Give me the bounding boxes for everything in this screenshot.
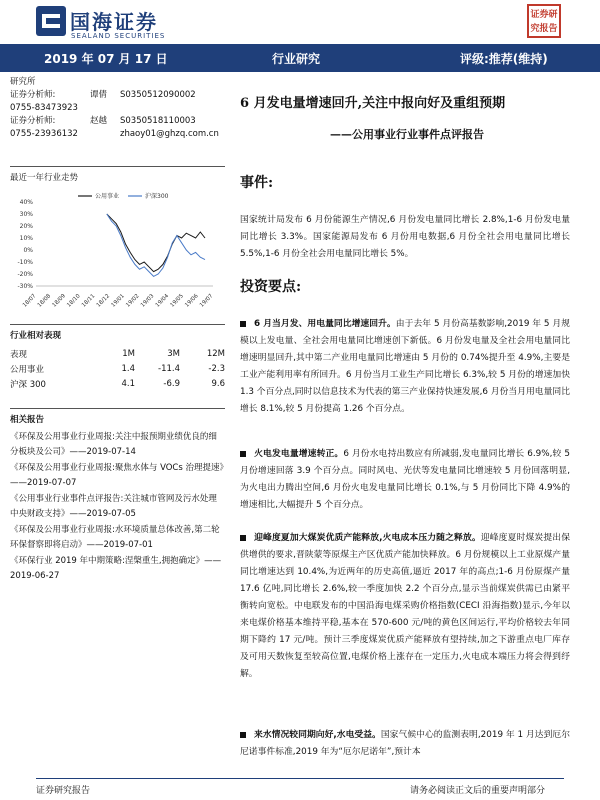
event-heading: 事件: — [240, 175, 274, 191]
performance-heading: 行业相对表现 — [10, 331, 62, 341]
analyst-phone: 0755-23936132 — [10, 129, 78, 139]
point-lead: 火电发电量增速转正。 — [254, 449, 344, 459]
point-text: 国家气候中心的监测表明,2019 年 1 月达到厄尔尼诺事件标准,2019 年为“厄尔尼诺年”,预计本 — [240, 730, 571, 757]
analyst-cert-id: S0350512090002 — [120, 90, 196, 100]
trend-chart — [8, 190, 223, 314]
investment-point — [240, 446, 570, 514]
analyst-cert-id: S0350518110003 — [120, 116, 196, 126]
related-report-link[interactable]: 《环保及公用事业行业周报:聚焦水体与 VOCs 治理提速》——2019-07-07 — [10, 463, 224, 488]
legend-label: 公用事业 — [95, 193, 120, 200]
analyst-label: 证券分析师: — [10, 90, 56, 100]
row-name: 公用事业 — [10, 364, 45, 375]
x-tick-label: 19/04 — [154, 293, 171, 309]
x-tick-label: 18/10 — [66, 293, 82, 309]
report-title: 6 月发电量增速回升,关注中报向好及重组预期 — [240, 96, 506, 111]
x-tick-label: 19/02 — [125, 293, 141, 309]
cell-12m: -2.3 — [208, 363, 225, 374]
analyst-label: 证券分析师: — [10, 116, 56, 126]
analyst-row — [10, 128, 225, 141]
report-type: 行业研究 — [272, 52, 321, 66]
point-text: 迎峰度夏时煤炭提出保供增供的要求,晋陕蒙等原煤主产区优质产能加快释放。6 月份规模以上工业原煤产量同比增速达到 10.4%,为近两年的历史高值,逼近 2017 年的高点;1-6 月份原煤产量 17.6 亿吨,同比增长 2.6%,较一季度加快 2.2 个百分点,显示当前煤炭供需已由紧平衡转向宽松。中电联发布的中国沿海电煤采购价格指数(CECI 沿海指数)显示,今年以来电煤价格基本维持平稳,基本在 570-600 元/吨的黄色区间运行,平均价格较去年同期下降约 17 元/吨。预计三季度煤炭优质产能释放有望持续,加之下游重点电厂库存及可用天数恢复至较高位置,电煤价格上涨存在一定压力,火电成本端压力将会得到纾解。 — [240, 533, 570, 679]
analyst-row — [10, 89, 225, 102]
y-tick-label: 30% — [19, 211, 33, 218]
analyst-block — [10, 76, 225, 141]
y-tick-label: 20% — [19, 223, 33, 230]
trend-chart-heading: 最近一年行业走势 — [10, 173, 79, 183]
x-tick-label: 19/03 — [139, 293, 156, 309]
point-text: 由于去年 5 月份高基数影响,2019 年 5 月规模以上发电量、全社会用电量同比增速创下新低。6 月份发电量及全社会用电量同比增速明显回升,其中第二产业用电量同比增速由 5 月份的 0.74%提升至 4.9%,主要是工业产能利用率有所回升。6 月份当月工业生产同比增长 6.3%,较 5 月份的增速加快 1.3 个百分点,同时以信息技术为代表的第三产业保持快速发展,6 月份当月用电量同比增长 8.1%,较 5 月份提高 1.26 个百分点。 — [240, 319, 570, 414]
series-line-0 — [107, 214, 205, 272]
investment-point — [240, 316, 570, 418]
report-info-bar — [0, 44, 600, 72]
analyst-row — [10, 115, 225, 128]
point-lead: 迎峰度夏加大煤炭优质产能释放,火电成本压力随之释放。 — [254, 533, 481, 543]
report-date: 2019 年 07 月 17 日 — [44, 52, 168, 66]
related-report-link[interactable]: 《环保及公用事业行业周报:关注中报预期业绩优良的细分板块及公司》——2019-07-14 — [10, 432, 217, 457]
divider — [10, 166, 225, 167]
cell-3m: -6.9 — [163, 378, 180, 389]
analyst-phone: 0755-83473923 — [10, 103, 78, 113]
related-reports-list — [10, 430, 225, 585]
cell-12m: 9.6 — [211, 378, 225, 389]
report-rating: 评级:推荐(维持) — [460, 52, 548, 66]
series-line-1 — [107, 214, 205, 276]
event-text: 国家统计局发布 6 月份能源生产情况,6 月份发电量同比增长 2.8%,1-6 月份发电量同比增长 3.3%。国家能源局发布 6 月份用电数据,6 月份全社会用电量同比增长 5.5%,1-6 月份全社会用电量同比增长 5%。 — [240, 215, 570, 259]
x-tick-label: 19/01 — [110, 293, 126, 309]
related-report-link[interactable]: 《环保行业 2019 年中期策略:涅槃重生,拥抱确定》——2019-06-27 — [10, 556, 222, 581]
x-tick-label: 18/08 — [36, 293, 53, 309]
x-tick-label: 18/09 — [51, 293, 67, 309]
research-institute-label: 研究所 — [10, 77, 36, 87]
y-tick-label: 0% — [23, 247, 33, 254]
point-text: 6 月份水电持出数应有所减弱,发电量同比增长 6.9%,较 5 月份增速回落 3.9 个百分点。同时风电、光伏等发电量同比增速较 5 月份回落明显,为火电出力腾出空间,6 月份火电发电量同比增长 0.1%,与 5 月份同比下降 4.9%的增速相比,大幅提升 5 个百分点。 — [240, 449, 570, 510]
column-header: 12M — [206, 348, 225, 359]
table-row — [10, 376, 225, 391]
performance-table — [10, 346, 225, 391]
bullet-icon — [240, 732, 246, 738]
brand-name-english: SEALAND SECURITIES — [71, 32, 166, 40]
x-tick-label: 19/05 — [169, 293, 185, 309]
investment-points-heading: 投资要点: — [240, 279, 302, 295]
y-tick-label: 10% — [19, 235, 33, 242]
footer-disclaimer: 请务必阅读正文后的重要声明部分 — [410, 786, 546, 796]
related-reports-heading: 相关报告 — [10, 415, 45, 425]
report-seal: 证券研究报告 — [527, 4, 561, 38]
bullet-icon — [240, 321, 246, 327]
x-tick-label: 18/11 — [80, 293, 97, 309]
bullet-icon — [240, 451, 246, 457]
y-tick-label: 40% — [19, 199, 33, 206]
y-tick-label: -30% — [17, 283, 33, 290]
point-lead: 6 月当月发、用电量同比增速回升。 — [254, 319, 396, 329]
divider — [10, 408, 225, 409]
table-row — [10, 361, 225, 376]
x-tick-label: 18/07 — [21, 293, 38, 309]
footer-left-text: 证券研究报告 — [36, 786, 91, 796]
divider — [10, 324, 225, 325]
brand-name: 国海证券 — [70, 10, 158, 34]
x-tick-label: 19/06 — [184, 293, 200, 309]
analyst-email[interactable]: zhaoy01@ghzq.com.cn — [120, 129, 219, 139]
analyst-name: 赵越 — [90, 116, 108, 126]
point-lead: 来水情况较同期向好,水电受益。 — [254, 730, 381, 740]
y-tick-label: -10% — [17, 259, 33, 266]
cell-1m: 1.4 — [121, 363, 135, 374]
x-tick-label: 18/12 — [95, 293, 112, 309]
x-tick-label: 19/07 — [198, 293, 215, 309]
bullet-icon — [240, 535, 246, 541]
row-name: 沪深 300 — [10, 379, 46, 390]
footer-divider — [36, 778, 564, 779]
investment-point — [240, 727, 570, 761]
column-header: 1M — [122, 348, 135, 359]
company-logo — [36, 6, 66, 36]
related-report-link[interactable]: 《环保及公用事业行业周报:水环境质量总体改善,第二轮环保督察即将启动》——2019-07-01 — [10, 525, 220, 550]
column-header: 表现 — [10, 349, 28, 360]
legend-label: 沪深300 — [145, 193, 169, 200]
column-header: 3M — [167, 348, 180, 359]
trend-chart-svg — [8, 190, 223, 310]
investment-point — [240, 530, 570, 683]
related-report-link[interactable]: 《公用事业行业事件点评报告:关注城市管网及污水处理中央财政支持》——2019-07-05 — [10, 494, 217, 519]
y-tick-label: -20% — [17, 271, 33, 278]
cell-1m: 4.1 — [121, 378, 135, 389]
report-subtitle: ——公用事业行业事件点评报告 — [330, 128, 484, 141]
cell-3m: -11.4 — [158, 363, 180, 374]
table-header-row — [10, 346, 225, 361]
analyst-name: 谭倩 — [90, 90, 108, 100]
